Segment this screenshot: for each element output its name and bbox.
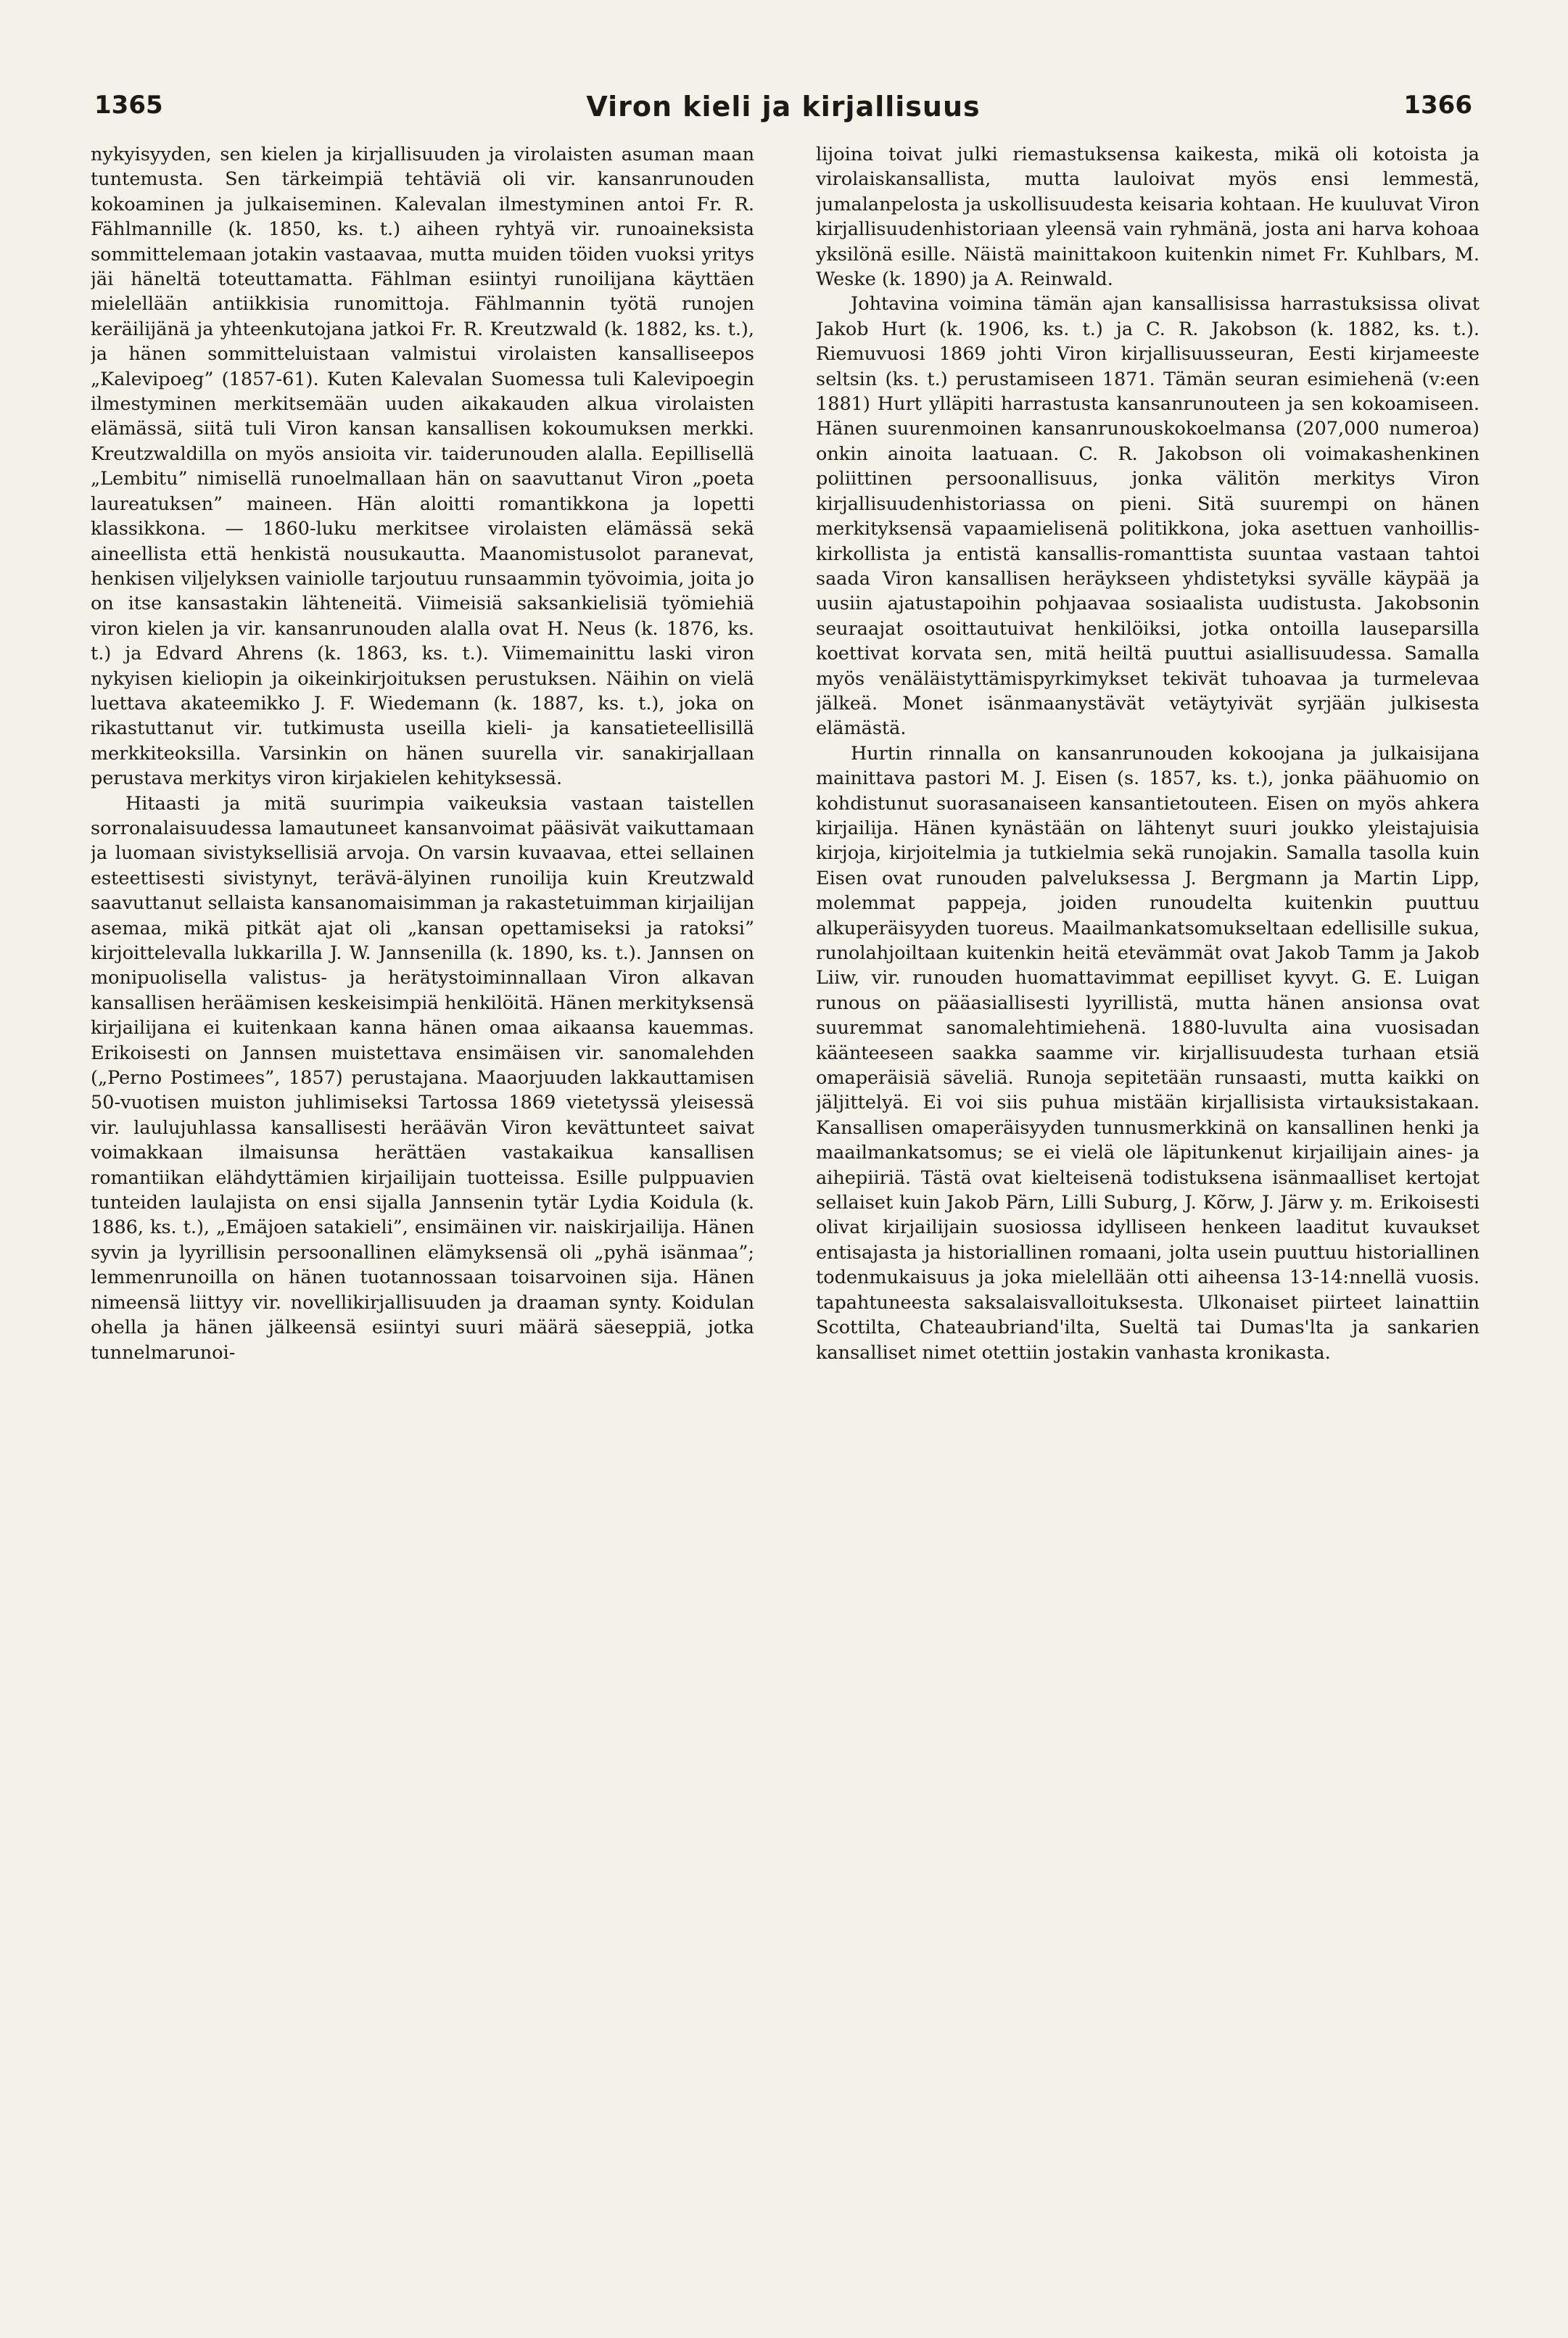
running-title: Viron kieli ja kirjallisuus	[586, 91, 981, 123]
paragraph: Hurtin rinnalla on kansanrunouden kokoojana ja julkaisijana mainittava pastori M. J. Eisen (s. 1857, ks. t.), jonka päähuomio on kohdistunut suorasanaiseen kansantietouteen. Eisen on myös ahkera kirjailija. Hänen kynästään on lähtenyt suuri joukko yleistajuisia kirjoja, kirjoitelmia ja tutkielmia sekä runojakin. Samalla tasolla kuin Eisen ovat runouden palveluksessa J. Bergmann ja Martin Lipp, molemmat pappeja, joiden runoudelta kuitenkin puuttuu alkuperäisyyden tuoreus. Maailmankatsomukseltaan edellisille sukua, runolahjoiltaan kuitenkin heitä etevämmät ovat Jakob Tamm ja Jakob Liiw, vir. runouden huomattavimmat eepilliset kyvyt. G. E. Luigan runous on pääasiallisesti lyyrillistä, mutta hänen ansionsa ovat suuremmat sanomalehtimiehenä. 1880-luvulta aina vuosisadan käänteeseen saakka saamme vir. kirjallisuudesta turhaan etsiä omaperäisiä säveliä. Runoja sepitetään runsaasti, mutta kaikki on jäljittelyä. Ei voi siis puhua mistään kirjallisista virtauksistakaan. Kansallisen omaperäisyyden tunnusmerkkinä on kansallinen henki ja maailmankatsomus; se ei vielä ole läpitunkenut kirjailijain aines- ja aihepiiriä. Tästä ovat kielteisenä todistuksena isänmaalliset kertojat sellaiset kuin Jakob Pärn, Lilli Suburg, J. Kõrw, J. Järw y. m. Erikoisesti olivat kirjailijain suosiossa idylliseen henkeen laaditut kuvaukset entisajasta ja historiallinen romaani, jolta usein puuttuu historiallinen todenmukaisuus ja joka mielellään otti aiheensa 13-14:nnellä vuosis. tapahtuneesta saksalaisvalloituksesta. Ulkonaiset piirteet lainattiin Scottilta, Chateaubriand'ilta, Sueltä tai Dumas'lta ja sankarien kansalliset nimet otettiin jostakin vanhasta kronikasta.	[816, 742, 1480, 1364]
left-column	[91, 142, 754, 2326]
paragraph: lijoina toivat julki riemastuksensa kaikesta, mikä oli kotoista ja virolaiskansallista, mutta lauloivat myös ensi lemmestä, jumalanpelosta ja uskollisuudesta keisaria kohtaan. He kuuluvat Viron kirjallisuudenhistoriaan yleensä vain ryhmänä, josta ani harva kohoaa yksilönä esille. Näistä mainittakoon kuitenkin nimet Fr. Kuhlbars, M. Weske (k. 1890) ja A. Reinwald.	[816, 144, 1480, 291]
paragraph: nykyisyyden, sen kielen ja kirjallisuuden ja virolaisten asuman maan tuntemusta. Sen tärkeimpiä tehtäviä oli vir. kansanrunouden kokoaminen ja julkaiseminen. Kalevalan ilmestyminen antoi Fr. R. Fählmannille (k. 1850, ks. t.) aiheen ryhtyä vir. runoaineksista sommittelemaan jotakin vastaavaa, mutta muiden töiden vuoksi yritys jäi häneltä toteuttamatta. Fählman esiintyi runoilijana käyttäen mielellään antiikkisia runomittoja. Fählmannin työtä runojen keräilijänä ja yhteenkutojana jatkoi Fr. R. Kreutzwald (k. 1882, ks. t.), ja hänen sommitteluistaan valmistui virolaisten kansalliseepos „Kalevipoeg” (1857-61). Kuten Kalevalan Suomessa tuli Kalevipoegin ilmestyminen merkitsemään uuden aikakauden alkua virolaisten elämässä, siitä tuli Viron kansan kansallisen kokoumuksen merkki. Kreutzwaldilla on myös ansioita vir. taiderunouden alalla. Eepillisellä „Lembitu” nimisellä runoelmallaan hän on saavuttanut Viron „poeta laureatuksen” maineen. Hän aloitti romantikkona ja lopetti klassikkona. — 1860-luku merkitsee virolaisten elämässä sekä aineellista että henkistä nousukautta. Maanomistusolot paranevat, henkisen viljelyksen vainiolle tarjoutuu runsaammin työvoimia, joita jo on itse kansastakin lähteneitä. Viimeisiä saksankielisiä työmiehiä viron kielen ja vir. kansanrunouden alalla ovat H. Neus (k. 1876, ks. t.) ja Edvard Ahrens (k. 1863, ks. t.). Viimemainittu laski viron nykyisen kieliopin ja oikeinkirjoituksen perustuksen. Näihin on vielä luettava akateemikko J. F. Wiedemann (k. 1887, ks. t.), joka on rikastuttanut vir. tutkimusta useilla kieli- ja kansatieteellisillä merkkiteoksilla. Varsinkin on hänen suurella vir. sanakirjallaan perustava merkitys viron kirjakielen kehityksessä.	[91, 144, 754, 790]
page-header	[87, 91, 1480, 134]
page-number-right: 1366	[1403, 91, 1472, 120]
paragraph: Johtavina voimina tämän ajan kansallisissa harrastuksissa olivat Jakob Hurt (k. 1906, ks. t.) ja C. R. Jakobson (k. 1882, ks. t.). Riemuvuosi 1869 johti Viron kirjallisuusseuran, Eesti kirjameeste seltsin (ks. t.) perustamiseen 1871. Tämän seuran esimiehenä (v:een 1881) Hurt ylläpiti harrastusta kansanrunouteen ja sen kokoamiseen. Hänen suurenmoinen kansanrunouskokoelmansa (207,000 numeroa) onkin ainoita laatuaan. C. R. Jakobson oli voimakashenkinen poliittinen persoonallisuus, jonka välitön merkitys Viron kirjallisuudenhistoriassa on pieni. Sitä suurempi on hänen merkityksensä vapaamielisenä politikkona, joka asettuen vanhoillis-kirkollista ja entistä kansallis-romanttista suuntaa vastaan tahtoi saada Viron kansallisen heräykseen yhdistetyksi syvälle käypää ja uusiin ajatustapoihin pohjaavaa sosiaalista uudistusta. Jakobsonin seuraajat osoittautuivat henkilöiksi, jotka ontoilla lauseparsilla koettivat korvata sen, mitä heiltä puuttui asiallisuudessa. Samalla myös venäläistyttämispyrkimykset tekivät tuhoavaa ja turmelevaa jälkeä. Monet isänmaanystävät vetäytyivät syrjään julkisesta elämästä.	[816, 293, 1480, 740]
paragraph: Hitaasti ja mitä suurimpia vaikeuksia vastaan taistellen sorronalaisuudessa lamautuneet kansanvoimat pääsivät vaikuttamaan ja luomaan sivistyksellisiä arvoja. On varsin kuvaavaa, ettei sellainen esteettisesti sivistynyt, terävä-älyinen runoilija kuin Kreutzwald saavuttanut sellaista kansanomaisimman ja rakastetuimman kirjailijan asemaa, mikä pitkät ajat oli „kansan opettamiseksi ja ratoksi” kirjoittelevalla lukkarilla J. W. Jannsenilla (k. 1890, ks. t.). Jannsen on monipuolisella valistus- ja herätystoiminnallaan Viron alkavan kansallisen heräämisen keskeisimpiä henkilöitä. Hänen merkityksensä kirjailijana ei kuitenkaan kanna hänen omaa aikaansa kauemmas. Erikoisesti on Jannsen muistettava ensimäisen vir. sanomalehden („Perno Postimees”, 1857) perustajana. Maaorjuuden lakkauttamisen 50-vuotisen muiston juhlimiseksi Tartossa 1869 vietetyssä yleisessä vir. laulujuhlassa kansallisesti heräävän Viron kevättunteet saivat voimakkaan ilmaisunsa herättäen vastakaikua kansallisen romantiikan elähdyttämien kirjailijain tuotteissa. Esille pulppuavien tunteiden laulajista on ensi sijalla Jannsenin tytär Lydia Koidula (k. 1886, ks. t.), „Emäjoen satakieli”, ensimäinen vir. naiskirjailija. Hänen syvin ja lyyrillisin persoonallinen elämyksensä oli „pyhä isänmaa”; lemmenrunoilla on hänen tuotannossaan toisarvoinen sija. Hänen nimeensä liittyy vir. novellikirjallisuuden ja draaman synty. Koidulan ohella ja hänen jälkeensä esiintyi suuri määrä säeseppiä, jotka tunnelmarunoi-	[91, 792, 754, 1364]
page-number-left: 1365	[94, 91, 163, 120]
right-column	[816, 142, 1480, 2326]
